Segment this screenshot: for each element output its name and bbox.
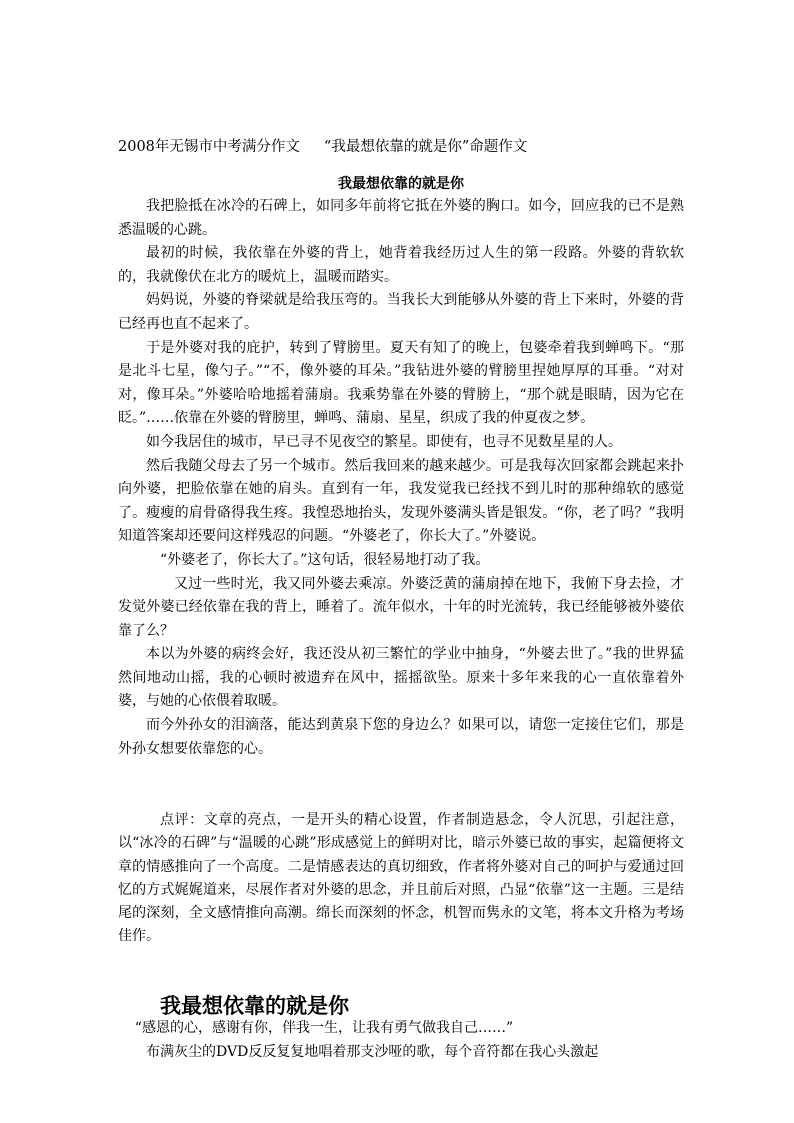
- commentary-paragraph: 点评：文章的亮点，一是开头的精心设置，作者制造悬念，令人沉思，引起注意，以“冰冷的石碑”与“温暖的心跳”形成感觉上的鲜明对比，暗示外婆已故的事实，起篇便将文章的情感推向了一个高度。二是情感表达的真切细致，作者将外婆对自己的呵护与爱通过回忆的方式娓娓道来，尽展作者对外婆的思念，并且前后对照，凸显“依靠”这一主题。三是结尾的深刻，全文感情推向高潮。绵长而深刻的怀念，机智而隽永的文笔，将本文升格为考场佳作。: [118, 812, 684, 945]
- essay-title: 我最想依靠的就是你: [338, 176, 464, 192]
- essay-paragraph: 最初的时候，我依靠在外婆的背上，她背着我经历过人生的第一段路。外婆的背软软的，我就像伏在北方的暖炕上，温暖而踏实。: [118, 245, 684, 285]
- essay-paragraph: 本以为外婆的病终会好，我还没从初三繁忙的学业中抽身，“外婆去世了。”我的世界猛然间地动山摇，我的心顿时被遗弃在风中，摇摇欲坠。原来十多年来我的心一直依靠着外婆，与她的心依偎着取暖。: [118, 646, 684, 710]
- essay-paragraph: 又过一些时光，我又同外婆去乘凉。外婆泛黄的蒲扇掉在地下，我俯下身去捡，才发觉外婆已经依靠在我的背上，睡着了。流年似水，十年的时光流转，我已经能够被外婆依靠了么？: [118, 575, 684, 639]
- second-essay-title: 我最想依靠的就是你: [160, 993, 349, 1019]
- essay-paragraph: 于是外婆对我的庇护，转到了臂膀里。夏天有知了的晚上，包婆牵着我到蝉鸣下。“那是北斗七星，像勺子。”“不，像外婆的耳朵。”我钻进外婆的臂膀里捏她厚厚的耳垂。“对对对，像耳朵。”外婆哈哈地摇着蒲扇。我乘势靠在外婆的臂膀上，“那个就是眼睛，因为它在眨。”……依靠在外婆的臂膀里，蝉鸣、蒲扇、星星，织成了我的仲夏夜之梦。: [118, 339, 684, 427]
- essay-paragraph: 如今我居住的城市，早已寻不见夜空的繁星。即使有，也寻不见数星星的人。: [146, 433, 622, 450]
- essay-paragraph: “外婆老了，你长大了。”这句话，很轻易地打动了我。: [160, 551, 490, 568]
- essay-paragraph: 然后我随父母去了另一个城市。然后我回来的越来越少。可是我每次回家都会跳起来扑向外婆，把脸依靠在她的肩头。直到有一年，我发觉我已经找不到儿时的那种绵软的感觉了。瘦瘦的肩骨硌得我生疼。我惶恐地抬头，发现外婆满头皆是银发。“你，老了吗？”我明知道答案却还要问这样残忍的问题。“外婆老了，你长大了。”外婆说。: [118, 457, 684, 545]
- essay-paragraph: 而今外孙女的泪滴落，能达到黄泉下您的身边么？如果可以，请您一定接住它们，那是外孙女想要依靠您的心。: [118, 717, 684, 757]
- document-body: [118, 136, 684, 1065]
- header-topic-label: “我最想依靠的就是你”命题作文: [323, 139, 528, 155]
- essay-paragraph: 布满灰尘的DVD反反复复地唱着那支沙哑的歌，每个音符都在我心头激起: [146, 1044, 599, 1061]
- essay-paragraph: “感恩的心，感谢有你，伴我一生，让我有勇气做我自己……”: [134, 1020, 514, 1037]
- essay-paragraph: 我把脸抵在冰冷的石碑上，如同多年前将它抵在外婆的胸口。如今，回应我的已不是熟悉温暖的心跳。: [118, 198, 684, 238]
- section-spacer: [118, 761, 684, 809]
- essay-paragraph: 妈妈说，外婆的脊梁就是给我压弯的。当我长大到能够从外婆的背上下来时，外婆的背已经再也直不起来了。: [118, 292, 684, 332]
- document-header: [118, 136, 684, 158]
- section-spacer: [118, 948, 684, 995]
- header-exam-label: 2008年无锡市中考满分作文: [118, 139, 300, 155]
